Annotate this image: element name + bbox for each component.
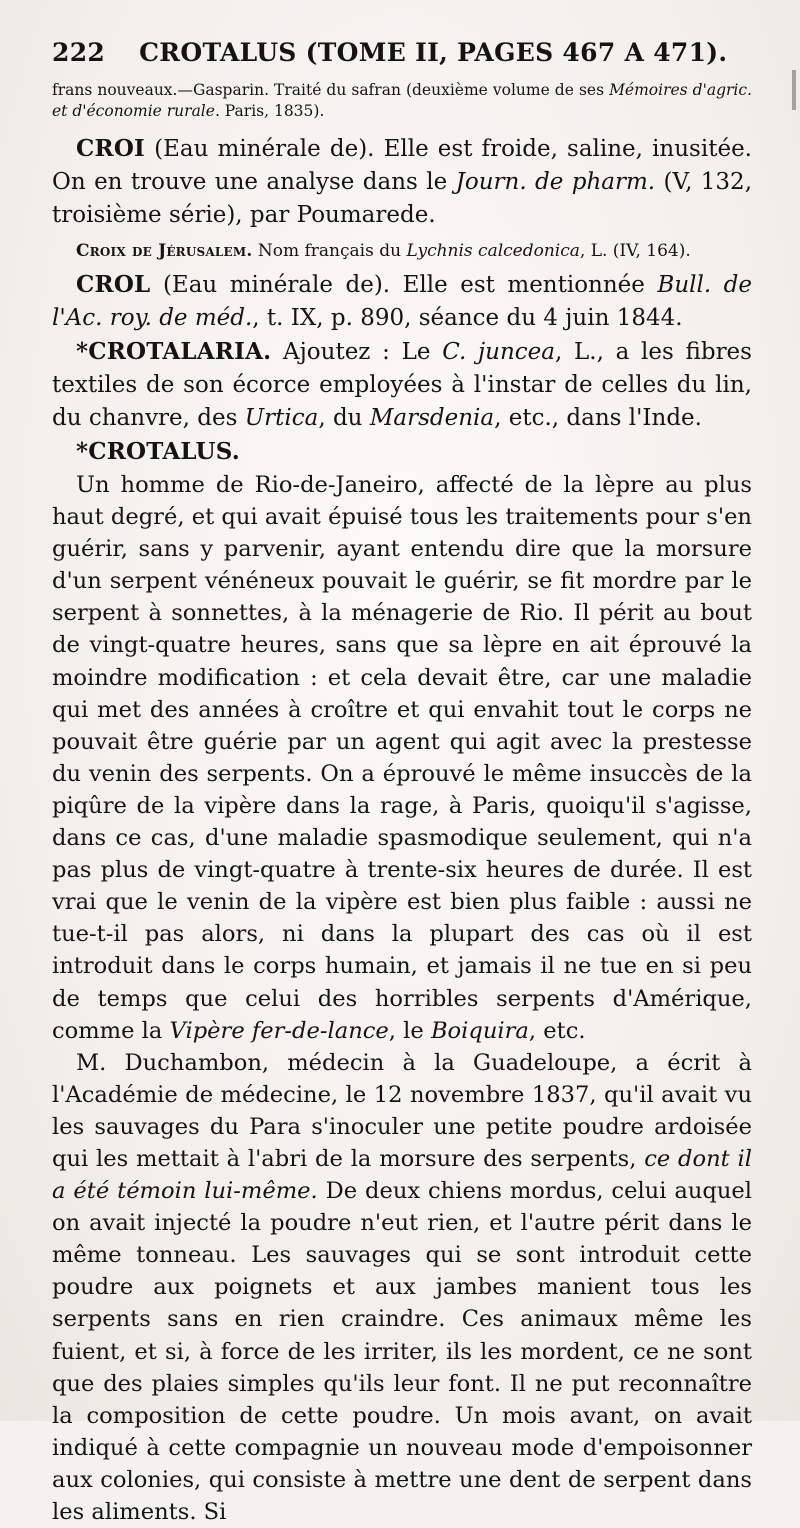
entry-croix (52, 234, 752, 268)
paragraph-italic: Boiquira (430, 1017, 529, 1044)
entry-text: , t. IX, p. 890, séance du 4 juin 1844. (252, 305, 683, 331)
paragraph-text: , etc. (528, 1017, 586, 1044)
paragraph-text: Un homme de Rio-de-Janeiro, affecté de la lèpre au plus haut degré, et qui avait épuisé tous les traitements pour s'en guérir, sans y parvenir, ayant entendu dire que la morsure d'un serpent vénéneux pouvait le guérir, se fit mordre par le serpent à sonnettes, à la ménagerie de Rio. Il périt au bout de vingt-quatre heures, sans que sa lèpre en ait éprouvé la moindre modification : et cela devait être, car une maladie qui met des années à croître et qui envahit tout le corps ne pouvait être guérie par un agent qui agit avec la prestesse du venin des serpents. On a éprouvé le même insuccès de la piqûre de la vipère dans la rage, à Paris, quoiqu'il s'agisse, dans ce cas, d'une maladie spasmodique seulement, qui n'a pas plus de vingt-quatre à trente-six heures de durée. Il est vrai que le venin de la vipère est bien plus faible : aussi ne tue-t-il pas alors, ni dans la plupart des cas où il est introduit dans le corps humain, et jamais il ne tue en si peu de temps que celui des horribles serpents d'Amérique, comme la (52, 472, 752, 1044)
entry-text: , L., a les fibres textiles de son écorce employées à l'instar de celles du lin, du chanvre, des (52, 339, 752, 431)
entry-text: , etc., dans l'Inde. (494, 405, 702, 431)
entry-head: *CROTALUS. (76, 438, 240, 465)
entry-text: Nom français du (252, 241, 407, 261)
entry-head: CROL (76, 271, 151, 298)
entry-head: Croix de Jérusalem. (76, 241, 253, 261)
paragraph-italic: ce dont il a été témoin lui-même. (52, 1145, 752, 1205)
footnote-text: frans nouveaux.—Gasparin. Traité du safran (deuxième volume de ses (52, 81, 610, 99)
entry-italic: Urtica (244, 405, 319, 431)
margin-mark (792, 70, 796, 110)
page-number: 222 (52, 38, 106, 67)
paragraph-text: M. Duchambon, médecin à la Guadeloupe, a écrit à l'Académie de médecine, le 12 novembre 1837, qu'il avait vu les sauvages du Para s'inoculer une petite poudre ardoisée qui les mettait à l'abri de la morsure des serpents, (52, 1049, 752, 1172)
running-title: CROTALUS (TOME II, PAGES 467 A 471). (139, 38, 728, 67)
entry-italic: Journ. de pharm. (455, 169, 656, 195)
entry-text: (Eau minérale de). Elle est froide, saline, inusitée. On en trouve une analyse dans le (52, 136, 752, 195)
entry-crotalus (52, 435, 752, 469)
entry-head: CROI (76, 135, 146, 162)
paragraph-text: , le (388, 1017, 431, 1044)
paragraph-text: De deux chiens mordus, celui auquel on avait injecté la poudre n'eut rien, et l'autre périt dans le même tonneau. Les sauvages qui se sont introduit cette poudre aux poignets et aux jambes manient tous les serpents sans en rien craindre. Ces animaux même les fuient, et si, à force de les irriter, ils les mordent, ce ne sont que des plaies simples qu'ils leur font. Il ne put reconnaître la composition de cette poudre. Un mois avant, on avait indiqué à cette compagnie un nouveau mode d'empoisonner aux colonies, qui consiste à mettre une dent de serpent dans les aliments. Si (52, 1178, 752, 1525)
entry-crol (52, 268, 752, 335)
entry-text: Ajoutez : Le (271, 339, 443, 365)
entry-crotalaria (52, 335, 752, 435)
entry-italic: Marsdenia (369, 405, 495, 431)
entry-italic: Lychnis calcedonica (406, 241, 580, 261)
paragraph-rio (52, 469, 752, 1047)
entry-text: (Eau minérale de). Elle est mentionnée (150, 272, 658, 298)
entry-text: , L. (IV, 164). (579, 241, 691, 261)
paragraph-italic: Vipère fer-de-lance (169, 1017, 389, 1044)
entry-croi (52, 132, 752, 232)
entry-text: (V, 132, troisième série), par Poumarede. (52, 169, 752, 228)
footnote-text: . Paris, 1835). (214, 102, 325, 120)
footnote-italic: et d'économie rurale (52, 102, 215, 120)
paragraph-duchambon (52, 1047, 752, 1528)
entry-italic: Bull. de l'Ac. roy. de méd. (52, 272, 752, 331)
footnote-italic: Mémoires d'agric. (609, 81, 752, 99)
entry-text: , du (318, 405, 370, 431)
footnote-top (52, 80, 752, 122)
entry-italic: C. juncea (442, 339, 555, 365)
entry-head: *CROTALARIA. (76, 338, 272, 365)
page-header (52, 38, 752, 80)
